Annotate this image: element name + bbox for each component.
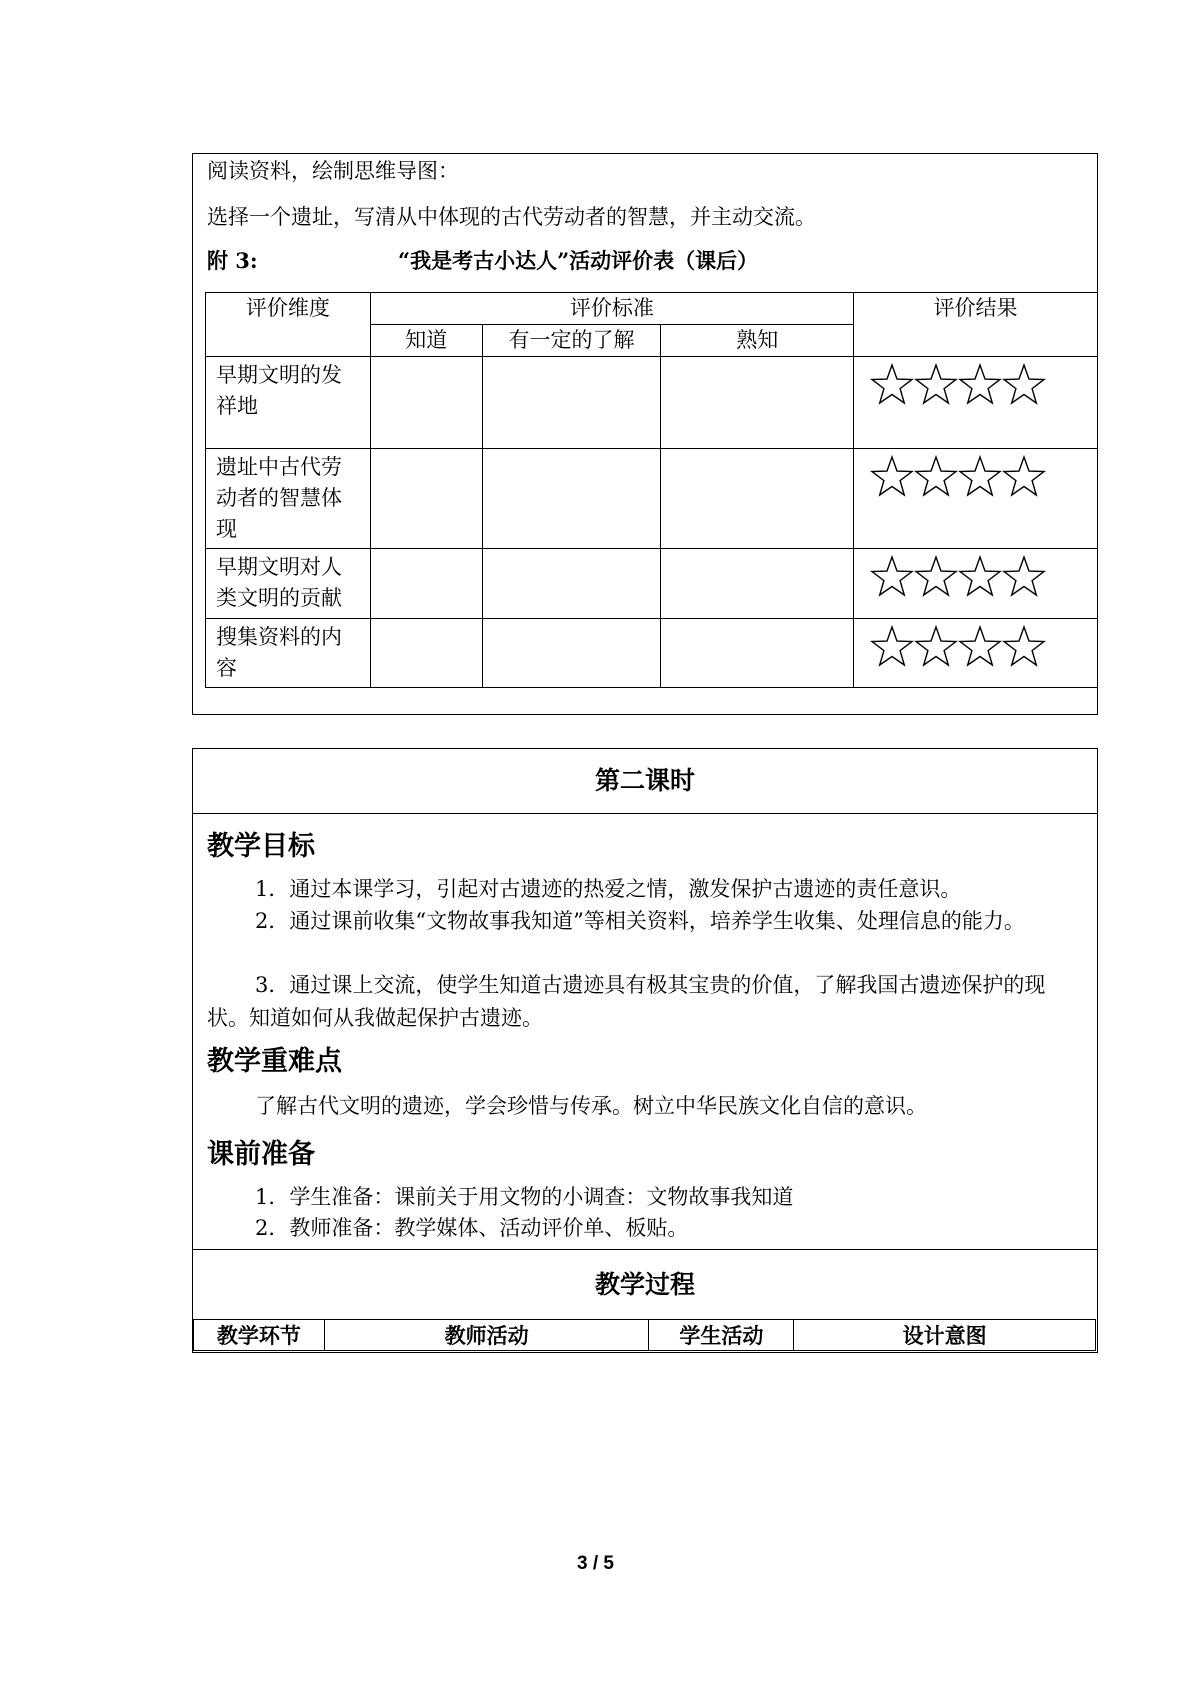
evaluation-section [192, 153, 1098, 715]
dimension-cell: 遗址中古代劳动者的智慧体现 [206, 449, 371, 549]
second-lesson-section [192, 748, 1098, 1353]
rating-cell [661, 357, 854, 449]
rating-cell [482, 619, 661, 688]
rating-cell [482, 449, 661, 549]
column-design-intent: 设计意图 [794, 1320, 1096, 1351]
star-icon [1002, 357, 1046, 411]
star-icon [958, 449, 1002, 503]
key-points-text: 了解古代文明的遗迹，学会珍惜与传承。树立中华民族文化自信的意识。 [255, 1094, 927, 1118]
goal-1: 1．通过本课学习，引起对古遗迹的热爱之情，激发保护古遗迹的责任意识。 [255, 877, 962, 901]
goal-3: 3．通过课上交流，使学生知道古遗迹具有极其宝贵的价值，了解我国古遗迹保护的现状。知道如何从我做起保护古遗迹。 [207, 973, 1046, 1030]
process-table [193, 1319, 1096, 1351]
rating-cell [370, 357, 482, 449]
preparation-1: 1．学生准备：课前关于用文物的小调查：文物故事我知道 [255, 1185, 794, 1209]
star-icon [914, 357, 958, 411]
rating-cell [482, 357, 661, 449]
process-title: 教学过程 [594, 1270, 695, 1299]
rating-cell [661, 549, 854, 619]
star-icon [958, 549, 1002, 603]
star-icon [1002, 449, 1046, 503]
goal-2: 2．通过课前收集“文物故事我知道”等相关资料，培养学生收集、处理信息的能力。 [255, 909, 1025, 933]
goals-heading: 教学目标 [207, 831, 315, 862]
dimension-cell: 早期文明的发祥地 [206, 357, 371, 449]
lesson-title: 第二课时 [193, 749, 1097, 814]
rating-cell [482, 549, 661, 619]
column-student-activity: 学生活动 [649, 1320, 794, 1351]
star-icon [1002, 619, 1046, 673]
star-rating [854, 619, 1098, 688]
site-instruction: 选择一个遗址，写清从中体现的古代劳动者的智慧，并主动交流。 [207, 205, 816, 229]
table-row [206, 357, 1098, 449]
column-teacher-activity: 教师活动 [324, 1320, 649, 1351]
preparation-2: 2．教师准备：教学媒体、活动评价单、板贴。 [255, 1216, 689, 1240]
key-points-heading: 教学重难点 [207, 1046, 342, 1077]
header-result: 评价结果 [854, 293, 1098, 357]
star-icon [1002, 549, 1046, 603]
rating-cell [370, 449, 482, 549]
table-row [206, 449, 1098, 549]
star-icon [914, 619, 958, 673]
star-icon [958, 357, 1002, 411]
star-icon [870, 549, 914, 603]
rating-cell [370, 549, 482, 619]
star-rating [854, 449, 1098, 549]
star-icon [870, 357, 914, 411]
table-row [206, 549, 1098, 619]
star-icon [870, 449, 914, 503]
star-rating [854, 357, 1098, 449]
table-row [206, 619, 1098, 688]
star-icon [914, 549, 958, 603]
dimension-cell: 早期文明对人类文明的贡献 [206, 549, 371, 619]
page-number: 3 / 5 [577, 1553, 614, 1574]
header-dimension: 评价维度 [206, 293, 371, 357]
divider [193, 1249, 1097, 1250]
subheader-some-understanding: 有一定的了解 [482, 325, 661, 357]
subheader-familiar: 熟知 [661, 325, 854, 357]
star-rating [854, 549, 1098, 619]
column-teaching-stage: 教学环节 [194, 1320, 325, 1351]
header-standard: 评价标准 [370, 293, 853, 325]
appendix-label: 附 3: [207, 248, 258, 273]
appendix-title: “我是考古小达人”活动评价表（课后） [398, 248, 759, 273]
rating-cell [370, 619, 482, 688]
preparation-heading: 课前准备 [207, 1139, 315, 1170]
evaluation-table [205, 292, 1098, 688]
star-icon [914, 449, 958, 503]
dimension-cell: 搜集资料的内容 [206, 619, 371, 688]
star-icon [958, 619, 1002, 673]
rating-cell [661, 449, 854, 549]
star-icon [870, 619, 914, 673]
subheader-know: 知道 [370, 325, 482, 357]
rating-cell [661, 619, 854, 688]
reading-instruction: 阅读资料，绘制思维导图： [207, 159, 459, 183]
